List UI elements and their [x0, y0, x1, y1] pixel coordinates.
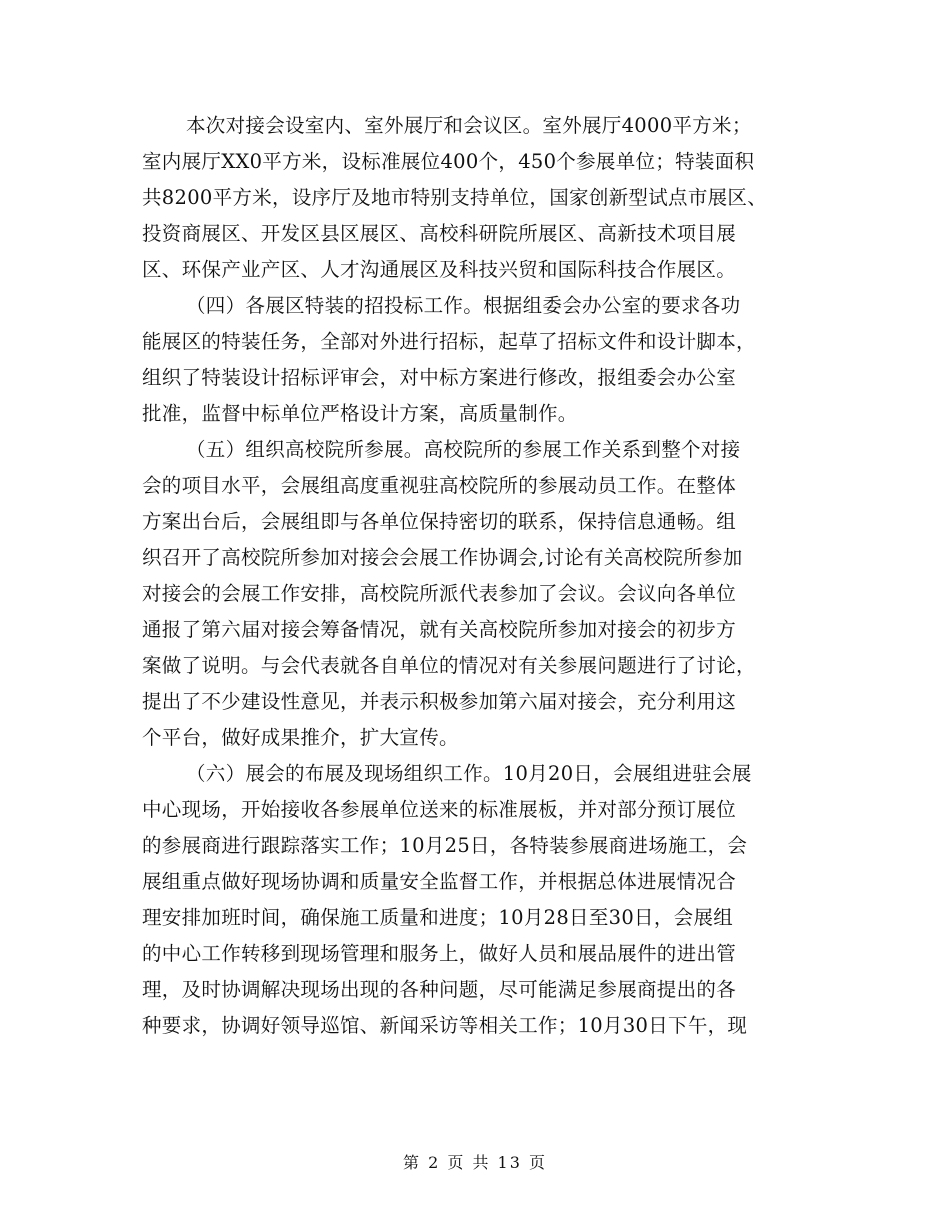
text-line: 的中心工作转移到现场管理和服务上，做好人员和展品展件的进出管 — [142, 942, 737, 965]
text-line: 展组重点做好现场协调和质量安全监督工作，并根据总体进展情况合 — [142, 870, 737, 893]
text-line: 理，及时协调解决现场出现的各种问题，尽可能满足参展商提出的各 — [142, 978, 737, 1001]
paragraph-section-5 — [142, 432, 818, 756]
paragraph-exhibition-areas — [142, 108, 818, 288]
text-line: 区、环保产业产区、人才沟通展区及科技兴贸和国际科技合作展区。 — [142, 258, 737, 281]
text-line: 方案出台后，会展组即与各单位保持密切的联系，保持信息通畅。组 — [142, 510, 737, 533]
text-line: 本次对接会设室内、室外展厅和会议区。室外展厅4000平方米； — [186, 114, 752, 137]
page-number-footer: 第 2 页 共 13 页 — [403, 1153, 547, 1172]
text-line: （四）各展区特装的招投标工作。根据组委会办公室的要求各功 — [186, 294, 741, 317]
text-line: 的参展商进行跟踪落实工作；10月25日，各特装参展商进场施工，会 — [142, 834, 748, 857]
text-line: 通报了第六届对接会筹备情况，就有关高校院所参加对接会的初步方 — [142, 618, 737, 641]
text-line: 种要求，协调好领导巡馆、新闻采访等相关工作；10月30日下午，现 — [142, 1014, 748, 1037]
text-line: 投资商展区、开发区县区展区、高校科研院所展区、高新技术项目展 — [142, 222, 737, 245]
text-line: 个平台，做好成果推介，扩大宣传。 — [142, 726, 459, 749]
text-line: 对接会的会展工作安排，高校院所派代表参加了会议。会议向各单位 — [142, 582, 737, 605]
text-line: 共8200平方米，设序厅及地市特别支持单位，国家创新型试点市展区、 — [142, 186, 768, 209]
text-line: （五）组织高校院所参展。高校院所的参展工作关系到整个对接 — [186, 438, 741, 461]
paragraph-section-6 — [142, 756, 818, 1044]
text-line: 提出了不少建设性意见，并表示积极参加第六届对接会，充分利用这 — [142, 690, 737, 713]
document-body — [142, 108, 818, 1044]
text-line: 能展区的特装任务，全部对外进行招标，起草了招标文件和设计脚本， — [142, 330, 756, 353]
text-line: 会的项目水平，会展组高度重视驻高校院所的参展动员工作。在整体 — [142, 474, 737, 497]
paragraph-section-4 — [142, 288, 818, 432]
text-line: 组织了特装设计招标评审会，对中标方案进行修改，报组委会办公室 — [142, 366, 737, 389]
text-line: 室内展厅XX0平方米，设标准展位400个，450个参展单位；特装面积 — [142, 150, 755, 173]
text-line: 案做了说明。与会代表就各自单位的情况对有关参展问题进行了讨论， — [142, 654, 756, 677]
text-line: 织召开了高校院所参加对接会会展工作协调会,讨论有关高校院所参加 — [142, 546, 743, 569]
text-line: 批准，监督中标单位严格设计方案，高质量制作。 — [142, 402, 578, 425]
text-line: 中心现场，开始接收各参展单位送来的标准展板，并对部分预订展位 — [142, 798, 737, 821]
text-line: 理安排加班时间，确保施工质量和进度；10月28日至30日，会展组 — [142, 906, 734, 929]
text-line: （六）展会的布展及现场组织工作。10月20日，会展组进驻会展 — [186, 762, 752, 785]
